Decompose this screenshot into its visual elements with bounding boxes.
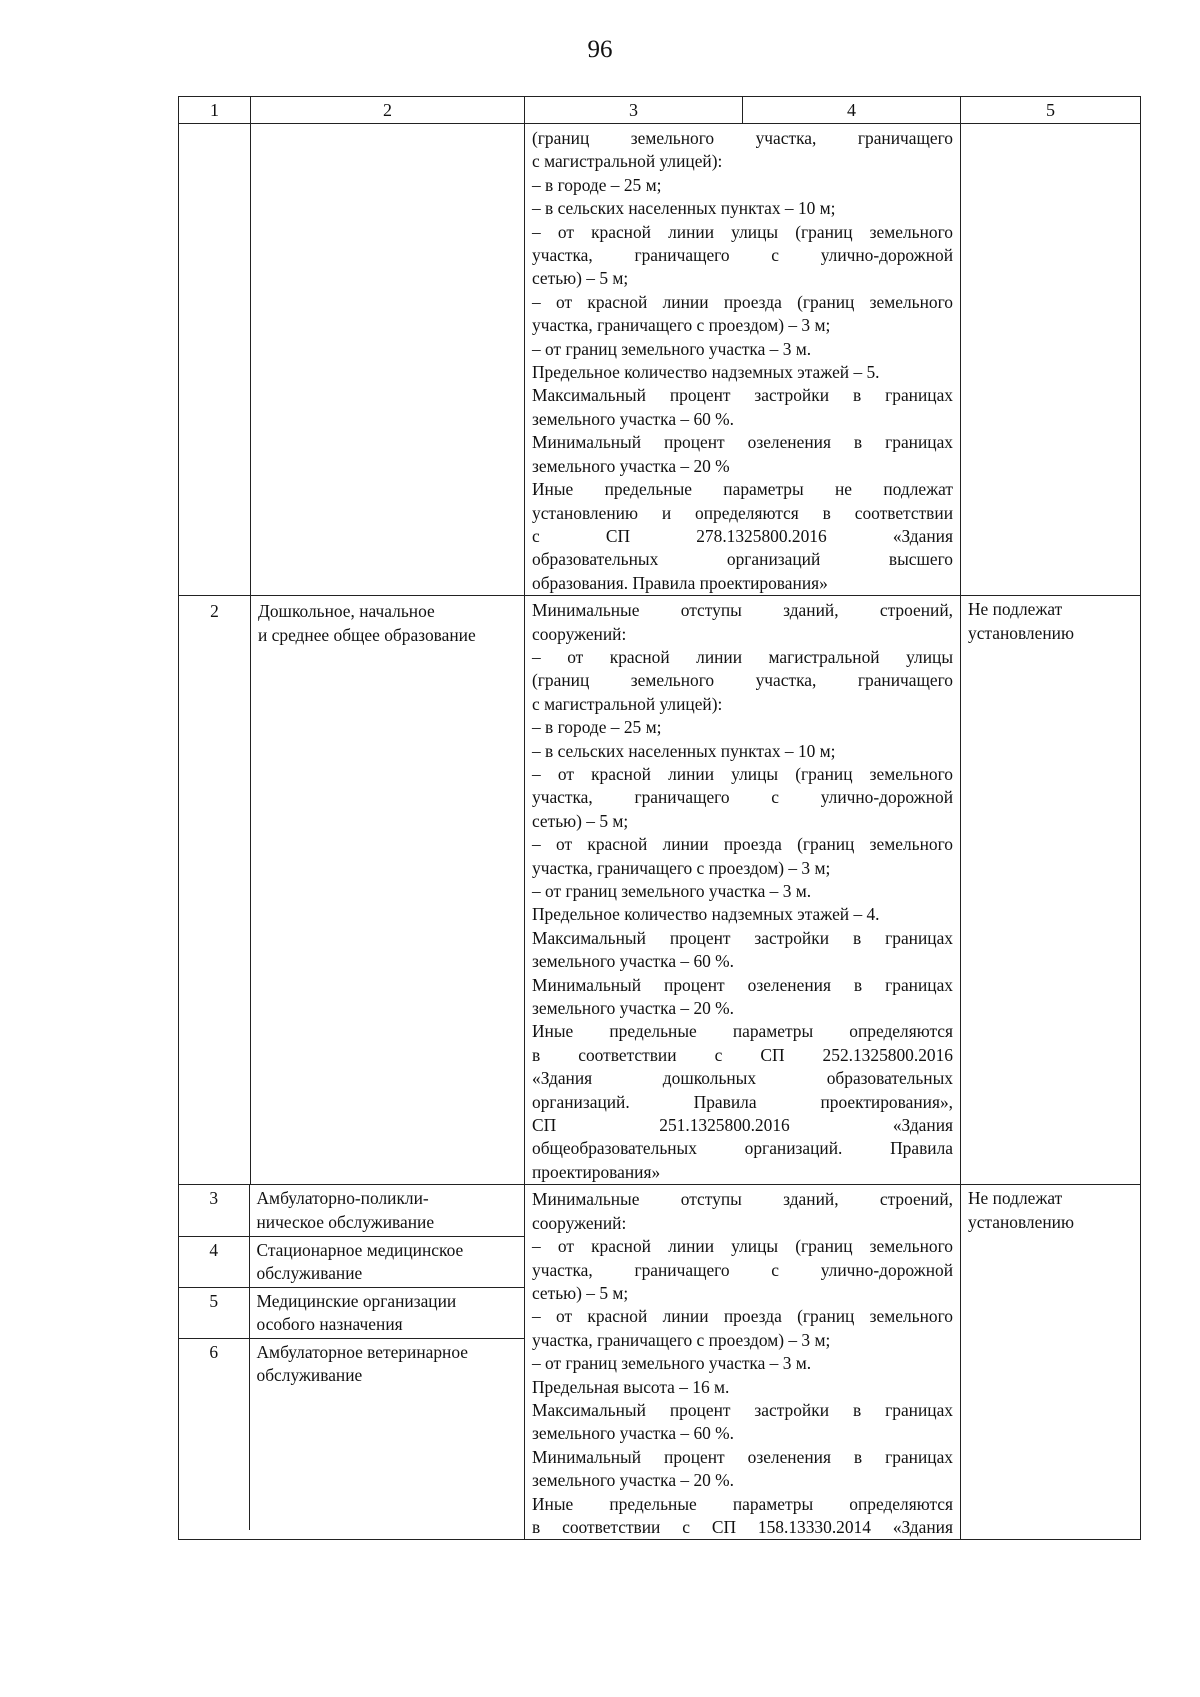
regulation-line: – от границ земельного участка – 3 м.: [532, 881, 812, 901]
regulation-line: в соответствии с СП 252.1325800.2016: [532, 1044, 953, 1065]
regulation-line: сетью) – 5 м;: [532, 268, 629, 289]
regulation-line: земельного участка – 60 %.: [532, 951, 735, 972]
header-cell-5: 5: [961, 97, 1141, 124]
regulation-line: – от границ земельного участка – 3 м.: [532, 1353, 812, 1374]
regulation-line: сетью) – 5 м;: [532, 810, 629, 831]
table-row-1-continued: [179, 124, 1141, 596]
regulation-line: с магистральной улицей):: [532, 693, 723, 714]
note-line: Не подлежат: [968, 599, 1063, 620]
land-use-name: [249, 1338, 524, 1530]
regulation-line: Предельное количество надземных этажей – 5.: [532, 362, 880, 383]
regulations-text: [525, 1185, 961, 1540]
regulation-line: земельного участка – 60 %.: [532, 408, 735, 429]
header-cell-1: 1: [179, 97, 251, 124]
regulation-line: – в сельских населенных пунктах – 10 м;: [532, 198, 836, 219]
regulation-line: Минимальный процент озеленения в границах: [532, 974, 953, 995]
row-number: 2: [179, 596, 251, 1185]
regulation-line: – от красной линии проезда (границ земельного: [532, 1306, 953, 1327]
land-use-name-line: Амбулаторно-поликли-: [256, 1188, 429, 1209]
regulation-line: установлению и определяются в соответствии: [532, 502, 953, 523]
land-use-name-line: Дошкольное, начальное: [258, 601, 435, 622]
regulation-line: Минимальные отступы зданий, строений,: [532, 600, 953, 621]
land-use-name-line: Стационарное медицинское: [256, 1239, 464, 1260]
regulations-text: [525, 596, 961, 1185]
regulation-line: Иные предельные параметры определяются: [532, 1021, 953, 1042]
regulation-line: земельного участка – 20 %.: [532, 1470, 735, 1491]
land-use-name-line: обслуживание: [256, 1365, 363, 1386]
regulation-lines: [532, 599, 953, 1184]
regulation-line: Максимальный процент застройки в границах: [532, 927, 953, 948]
regulation-line: Максимальный процент застройки в границах: [532, 385, 953, 406]
regulation-line: сооружений:: [532, 1212, 627, 1233]
regulation-line: участка, граничащего с улично-дорожной: [532, 245, 953, 266]
regulation-line: земельного участка – 20 %: [532, 455, 730, 476]
regulation-line: проектирования»: [532, 1161, 661, 1182]
regulation-line: – от красной линии улицы (границ земельного: [532, 221, 953, 242]
regulation-line: с СП 278.1325800.2016 «Здания: [532, 525, 953, 546]
regulation-line: участка, граничащего с проездом) – 3 м;: [532, 1329, 831, 1350]
land-use-name-line: и среднее общее образование: [258, 624, 476, 645]
regulation-line: в соответствии с СП 158.13330.2014 «Здания: [532, 1516, 953, 1537]
table-header-row: [179, 97, 1141, 124]
land-use-name-line: особого назначения: [256, 1314, 403, 1335]
regulation-lines: [532, 1188, 953, 1539]
regulation-line: участка, граничащего с проездом) – 3 м;: [532, 315, 831, 336]
land-use-name-line: обслуживание: [256, 1263, 363, 1284]
regulation-line: образовательных организаций высшего: [532, 549, 953, 570]
regulation-line: (границ земельного участка, граничащего: [532, 128, 953, 148]
regulation-line: сетью) – 5 м;: [532, 1282, 629, 1303]
regulation-line: земельного участка – 60 %.: [532, 1423, 735, 1444]
row-number: [179, 124, 251, 596]
regulations-text: [525, 124, 961, 596]
regulation-line: – в сельских населенных пунктах – 10 м;: [532, 740, 836, 761]
regulation-line: СП 251.1325800.2016 «Здания: [532, 1115, 953, 1136]
regulation-line: – от красной линии улицы (границ земельного: [532, 763, 953, 784]
header-cell-3: 3: [525, 97, 743, 124]
table-row: [179, 1185, 524, 1236]
regulation-line: – в городе – 25 м;: [532, 717, 662, 738]
regulation-line: общеобразовательных организаций. Правила: [532, 1138, 953, 1159]
land-use-name: [251, 124, 525, 596]
note-line: установлению: [968, 1211, 1074, 1232]
header-cell-2: 2: [251, 97, 525, 124]
regulation-line: – от границ земельного участка – 3 м.: [532, 338, 812, 359]
note-cell: [961, 124, 1141, 596]
row-number: 6: [179, 1338, 249, 1530]
land-use-name: [249, 1287, 524, 1338]
table-row-3-6: [179, 1185, 1141, 1540]
regulation-line: Предельная высота – 16 м.: [532, 1376, 730, 1397]
regulation-line: Минимальный процент озеленения в границах: [532, 1446, 953, 1467]
table-row-2: [179, 596, 1141, 1185]
regulation-line: Минимальные отступы зданий, строений,: [532, 1189, 953, 1210]
regulation-line: Максимальный процент застройки в границах: [532, 1399, 953, 1420]
regulation-line: с магистральной улицей):: [532, 151, 723, 172]
regulation-line: сооружений:: [532, 623, 627, 644]
note-cell: [961, 596, 1141, 1185]
regulation-line: Минимальный процент озеленения в границах: [532, 432, 953, 453]
land-use-name-line: ническое обслуживание: [256, 1211, 435, 1232]
regulation-line: Иные предельные параметры не подлежат: [532, 479, 953, 500]
regulation-line: организаций. Правила проектирования»,: [532, 1091, 953, 1112]
regulation-line: участка, граничащего с улично-дорожной: [532, 787, 953, 808]
regulation-line: – от красной линии магистральной улицы: [532, 646, 953, 667]
regulations-table: [178, 96, 1141, 1540]
grouped-land-uses: [179, 1185, 525, 1540]
land-use-name: [251, 596, 525, 1185]
land-use-name-line: Медицинские организации: [256, 1290, 457, 1311]
regulation-line: Иные предельные параметры определяются: [532, 1493, 953, 1514]
regulation-line: – от красной линии проезда (границ земельного: [532, 834, 953, 855]
table-row: [179, 1236, 524, 1287]
table-row: [179, 1338, 524, 1530]
page-number: 96: [587, 36, 613, 63]
grouped-land-uses-table: [179, 1185, 524, 1530]
land-use-name: [249, 1236, 524, 1287]
land-use-name: [249, 1185, 524, 1236]
regulation-line: «Здания дошкольных образовательных: [532, 1068, 953, 1089]
note-cell: [961, 1185, 1141, 1540]
regulation-lines: [532, 127, 953, 595]
header-cell-4: 4: [743, 97, 961, 124]
row-number: 4: [179, 1236, 249, 1287]
row-number: 5: [179, 1287, 249, 1338]
regulation-line: – в городе – 25 м;: [532, 174, 662, 195]
regulation-line: – от красной линии улицы (границ земельного: [532, 1236, 953, 1257]
land-use-name-line: Амбулаторное ветеринарное: [256, 1341, 468, 1362]
note-line: установлению: [968, 622, 1074, 643]
regulation-line: Предельное количество надземных этажей – 4.: [532, 904, 880, 925]
regulation-line: (границ земельного участка, граничащего: [532, 670, 953, 691]
row-number: 3: [179, 1185, 249, 1236]
regulation-line: образования. Правила проектирования»: [532, 572, 828, 593]
regulation-line: земельного участка – 20 %.: [532, 998, 735, 1019]
note-line: Не подлежат: [968, 1188, 1063, 1209]
regulation-line: – от красной линии проезда (границ земельного: [532, 291, 953, 312]
table-row: [179, 1287, 524, 1338]
regulation-line: участка, граничащего с улично-дорожной: [532, 1259, 953, 1280]
regulation-line: участка, граничащего с проездом) – 3 м;: [532, 857, 831, 878]
